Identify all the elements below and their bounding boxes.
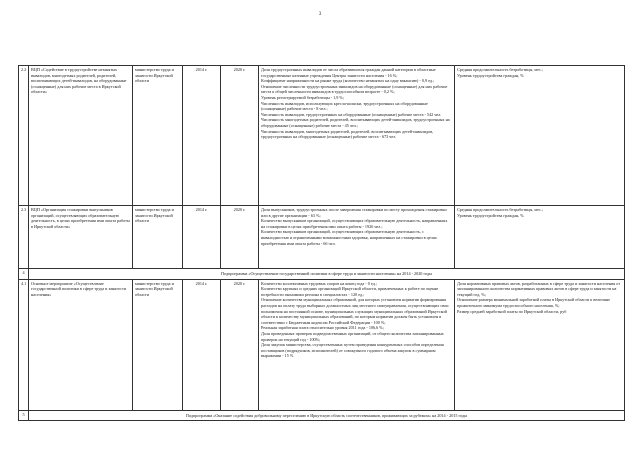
indicator-item: Отношение размера минимальной заработной платы в Иркутской области к величине прожиточного минимума трудоспособного населения, %;: [457, 297, 610, 308]
result-item: Реальная заработная плата относительно уровня 2011 года - 106,6 %;: [261, 325, 384, 331]
row-number: 2.3: [19, 206, 29, 269]
activity-title: ВЦП «Организация стажировки выпускников организаций, осуществляющих образовательную деятельность, в целях приобретения ими опыта работы в Иркутской области»: [29, 206, 133, 269]
start-year: 2014 г.: [183, 206, 221, 269]
table-row: [19, 279, 625, 410]
program-table: [18, 65, 625, 421]
row-number: 4.1: [19, 279, 29, 410]
result-item: Доля проведенных проверок подведомственных организаций, от общего количества запланированных проверок на текущий год - 100%;: [261, 330, 444, 342]
executor: министерство труда и занятости Иркутской области: [133, 206, 183, 269]
row-number: 4: [19, 269, 29, 280]
indicator-item: Размер средней заработной платы по Иркутской области, руб: [457, 308, 567, 314]
subprogram-row: [19, 410, 625, 421]
end-year: 2020 г.: [221, 66, 259, 206]
indicator-item: Уровень трудоустройства граждан, %: [457, 72, 524, 78]
result-item: Численность многодетных родителей, родителей, воспитывающих детей-инвалидов, трудоустроенных на оборудованные (оснащенные) рабочие места - 45 чел.;: [261, 117, 450, 128]
result-item: Численность инвалидов, использующих кресла-коляски, трудоустроенных на оборудованные (оснащенные) рабочие места - 8 чел.;: [261, 100, 428, 112]
results-cell: [259, 66, 455, 206]
result-item: Коэффициент напряженности на рынке труда (количество незанятых на одну вакансию) - 0,9 ед.;: [261, 78, 435, 84]
result-item: Отношение количества муниципальных образований, для которых установлен норматив формирования расходов на оплату труда выборных должностных лиц местного самоуправления, осуществляющих свои полномочия на постоянной основе, муниципальных служащих муниципальных образований Иркутской области к количеству муниципальных образований, по которым норматив должен быть установлен в соответствии с Бюджетным кодексом Российской Федерации - 100 %;: [261, 297, 449, 325]
indicator-item: Средняя продолжительность безработицы, мес.;: [457, 67, 544, 72]
result-item: Доля трудоустроенных инвалидов от числа обратившихся граждан данной категории в областные государственные казенные учреждения Центры занятости населения - 16 %;: [261, 67, 436, 78]
result-item: Доля выпускников, трудоустроенных после завершения стажировки по месту прохождения стажировки или в другие организации - 63 %;: [261, 207, 447, 218]
indicators-cell: [455, 66, 625, 206]
row-number: 2.2: [19, 66, 29, 206]
activity-title: ВЦП «Содействие в трудоустройстве незанятых инвалидов, многодетных родителей, родителей, воспитывающих детей-инвалидов, на оборудованные (оснащенные) для них рабочие места в Иркутской области»: [29, 66, 133, 206]
start-year: 2014 г.: [183, 279, 221, 410]
page-number: 3: [318, 12, 322, 17]
subprogram-title: Подпрограмма «Осуществление государственной политики в сфере труда и занятости населения» на 2014 - 2020 годы: [29, 269, 625, 280]
indicator-item: Уровень трудоустройства граждан, %: [457, 212, 524, 218]
indicators-cell: [455, 279, 625, 410]
result-item: Количество выпускников организаций, осуществляющих образовательную деятельность, с инвалидностью и ограниченными возможностями здоровья, направленных на стажировки в целях приобретения ими опыта работы - 66 чел.: [261, 229, 437, 246]
executor: министерство труда и занятости Иркутской области: [133, 66, 183, 206]
indicator-item: Доля нормативных правовых актов, разработанных в сфере труда и занятости населения от запланированного количества нормативных правовых актов в сфере труда и занятости на текущий год, %;: [457, 280, 621, 297]
executor: министерство труда и занятости Иркутской области: [133, 279, 183, 410]
subprogram-title: Подпрограмма «Оказание содействия добровольному переселению в Иркутскую область соотечественников, проживающих за рубежом» на 2014 - 2015 годы: [29, 410, 625, 421]
result-item: Доля закупок министерства, осуществленных путем проведения конкурентных способов определения поставщиков (подрядчиков, исполнителей) от совокупного годового объема закупок в суммарном выражении - 15 %: [261, 342, 444, 359]
result-item: Количество крупных и средних организаций Иркутской области, привлеченных к работе по оценке потребности экономики региона в специалистах - 120 ед.;: [261, 286, 439, 297]
end-year: 2020 г.: [221, 279, 259, 410]
indicator-item: Средняя продолжительность безработицы, мес.;: [457, 207, 544, 212]
result-item: Уровень регистрируемой безработицы - 1,9 %;: [261, 94, 345, 100]
results-cell: [259, 279, 455, 410]
end-year: 2020 г.: [221, 206, 259, 269]
subprogram-row: [19, 269, 625, 280]
table-row: [19, 66, 625, 206]
results-cell: [259, 206, 455, 269]
start-year: 2014 г.: [183, 66, 221, 206]
result-item: Количество выпускников организаций, осуществляющих образовательную деятельность, направленных на стажировки в целях приобретения ими опыта работы - 1926 чел.;: [261, 218, 448, 229]
table-row: [19, 206, 625, 269]
result-item: Численность инвалидов, трудоустроенных на оборудованные (оснащенные) рабочие места - 542 чел.: [261, 111, 442, 117]
result-item: Отношение численности трудоустроенных инвалидов на оборудованные (оснащенные) для них рабочие места к общей численности инвалидов в трудоспособном возрасте - 0,2 %;: [261, 83, 448, 95]
row-number: 5: [19, 410, 29, 421]
activity-title: Основное мероприятие «Осуществление государственной политики в сфере труда и занятости населения»: [29, 279, 133, 410]
result-item: Численность инвалидов, многодетных родителей, родителей, воспитывающих детей-инвалидов, трудоустроенных на оборудованные (оснащенные) рабочие места - 673 чел.: [261, 128, 434, 140]
result-item: Количество коллективных трудовых споров на конец года - 0 ед.;: [261, 280, 378, 286]
indicators-cell: [455, 206, 625, 269]
